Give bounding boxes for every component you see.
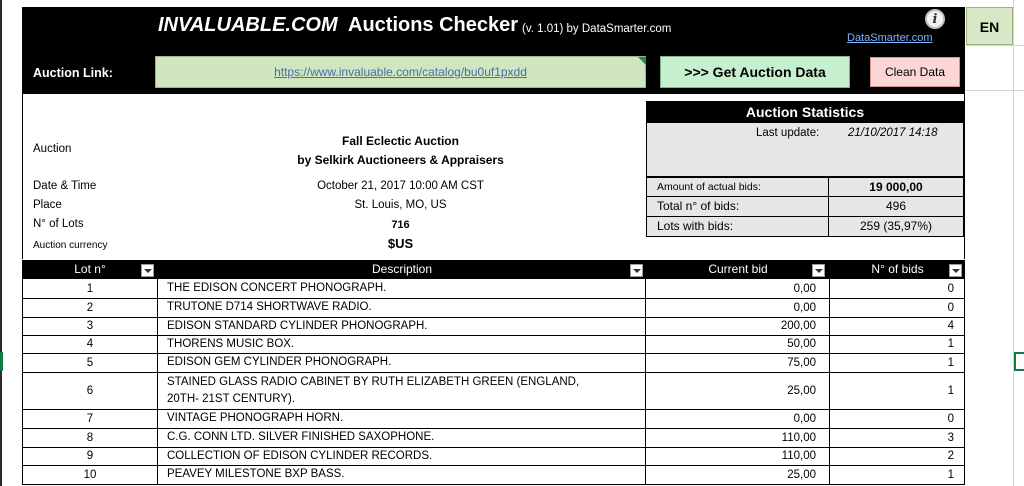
current-bid-cell: 25,00: [646, 372, 830, 409]
stats-value: 19 000,00: [829, 178, 963, 196]
table-row[interactable]: [22, 279, 965, 299]
auction-url[interactable]: https://www.invaluable.com/catalog/bu0uf1pxdd: [274, 65, 527, 79]
auction-currency: $US: [387, 236, 414, 251]
info-icon[interactable]: i: [925, 9, 945, 29]
stats-row-amount: [646, 177, 964, 197]
auction-date: October 21, 2017 10:00 AM CST: [317, 180, 484, 192]
version-label: (v. 1.01) by DataSmarter.com: [522, 23, 672, 35]
column-header-lot: Lot n°: [22, 260, 158, 279]
description-cell: EDISON GEM CYLINDER PHONOGRAPH.: [158, 353, 646, 372]
get-auction-data-button[interactable]: >>> Get Auction Data: [660, 56, 850, 88]
description-cell: PEAVEY MILESTONE BXP BASS.: [158, 465, 646, 484]
lot-cell: 10: [22, 465, 158, 484]
auction-link-label: Auction Link:: [33, 66, 113, 80]
auction-house: by Selkirk Auctioneers & Appraisers: [297, 153, 504, 167]
table-row[interactable]: [22, 298, 965, 318]
lot-cell: 1: [22, 279, 158, 298]
lot-cell: 2: [22, 298, 158, 317]
description-cell: EDISON STANDARD CYLINDER PHONOGRAPH.: [158, 317, 646, 335]
description-cell: THE EDISON CONCERT PHONOGRAPH.: [158, 279, 646, 298]
sheet-gridline: [966, 90, 1024, 91]
table-row[interactable]: [22, 447, 965, 466]
table-row[interactable]: [22, 353, 965, 373]
lots-label: N° of Lots: [33, 218, 84, 230]
description-cell: TRUTONE D714 SHORTWAVE RADIO.: [158, 298, 646, 317]
description-cell: THORENS MUSIC BOX.: [158, 335, 646, 353]
lot-cell: 5: [22, 353, 158, 372]
table-row[interactable]: [22, 428, 965, 448]
num-bids-cell: 1: [830, 353, 965, 372]
stats-label: Lots with bids:: [647, 217, 829, 236]
stats-row-total-bids: [646, 197, 964, 217]
num-bids-cell: 1: [830, 372, 965, 409]
description-cell: STAINED GLASS RADIO CABINET BY RUTH ELIZABETH GREEN (ENGLAND, 20TH- 21ST CENTURY).: [158, 372, 646, 409]
table-row[interactable]: [22, 372, 965, 410]
lot-cell: 4: [22, 335, 158, 353]
num-bids-cell: 2: [830, 447, 965, 465]
num-bids-cell: 0: [830, 279, 965, 298]
num-bids-cell: 0: [830, 409, 965, 428]
stats-value: 496: [829, 197, 963, 216]
current-bid-cell: 0,00: [646, 409, 830, 428]
num-bids-cell: 1: [830, 335, 965, 353]
lot-cell: 6: [22, 372, 158, 409]
title-site: INVALUABLE.COM: [158, 14, 338, 36]
last-update-value: 21/10/2017 14:18: [848, 127, 938, 139]
current-bid-cell: 110,00: [646, 428, 830, 447]
column-header-current-bid: Current bid: [646, 260, 830, 279]
clean-data-button[interactable]: Clean Data: [870, 57, 960, 87]
lot-cell: 7: [22, 409, 158, 428]
current-bid-cell: 50,00: [646, 335, 830, 353]
table-row[interactable]: [22, 335, 965, 354]
column-header-num-bids: N° of bids: [830, 260, 965, 279]
table-row[interactable]: [22, 317, 965, 336]
last-update-label: Last update:: [756, 127, 820, 139]
current-bid-cell: 25,00: [646, 465, 830, 484]
place-label: Place: [33, 199, 62, 211]
selected-row-indicator: [0, 352, 3, 371]
current-bid-cell: 200,00: [646, 317, 830, 335]
app-title: [158, 14, 518, 37]
stats-label: Total n° of bids:: [647, 197, 829, 216]
column-header-description: Description: [158, 260, 646, 279]
table-row[interactable]: [22, 409, 965, 429]
num-bids-cell: 1: [830, 465, 965, 484]
currency-label: Auction currency: [33, 240, 108, 251]
auction-link-field[interactable]: [155, 56, 646, 88]
datasmarter-link[interactable]: DataSmarter.com: [847, 32, 933, 44]
current-bid-cell: 110,00: [646, 447, 830, 465]
lot-cell: 3: [22, 317, 158, 335]
num-bids-cell: 3: [830, 428, 965, 447]
num-bids-cell: 0: [830, 298, 965, 317]
stats-title: Auction Statistics: [646, 101, 964, 123]
title-rest: Auctions Checker: [348, 14, 519, 36]
description-cell: COLLECTION OF EDISON CYLINDER RECORDS.: [158, 447, 646, 465]
auction-label: Auction: [33, 143, 72, 155]
language-toggle[interactable]: EN: [966, 7, 1013, 45]
stats-value: 259 (35,97%): [829, 217, 963, 236]
filter-dropdown-icon[interactable]: [812, 264, 825, 277]
auction-place: St. Louis, MO, US: [354, 199, 447, 211]
description-cell: VINTAGE PHONOGRAPH HORN.: [158, 409, 646, 428]
lot-cell: 8: [22, 428, 158, 447]
current-bid-cell: 75,00: [646, 353, 830, 372]
sheet-left-border: [0, 0, 2, 486]
table-row[interactable]: [22, 465, 965, 485]
stats-label: Amount of actual bids:: [647, 178, 829, 196]
auction-lots: 716: [391, 219, 410, 231]
filter-dropdown-icon[interactable]: [630, 264, 643, 277]
auction-name: Fall Eclectic Auction: [342, 134, 459, 148]
num-bids-cell: 4: [830, 317, 965, 335]
lot-cell: 9: [22, 447, 158, 465]
description-cell: C.G. CONN LTD. SILVER FINISHED SAXOPHONE.: [158, 428, 646, 447]
sheet-gridline: [1013, 0, 1014, 486]
stats-row-lots-with-bids: [646, 217, 964, 237]
selected-cell-indicator[interactable]: [1014, 352, 1024, 371]
current-bid-cell: 0,00: [646, 279, 830, 298]
current-bid-cell: 0,00: [646, 298, 830, 317]
date-label: Date & Time: [33, 180, 97, 192]
filter-dropdown-icon[interactable]: [949, 264, 962, 277]
filter-dropdown-icon[interactable]: [141, 264, 154, 277]
